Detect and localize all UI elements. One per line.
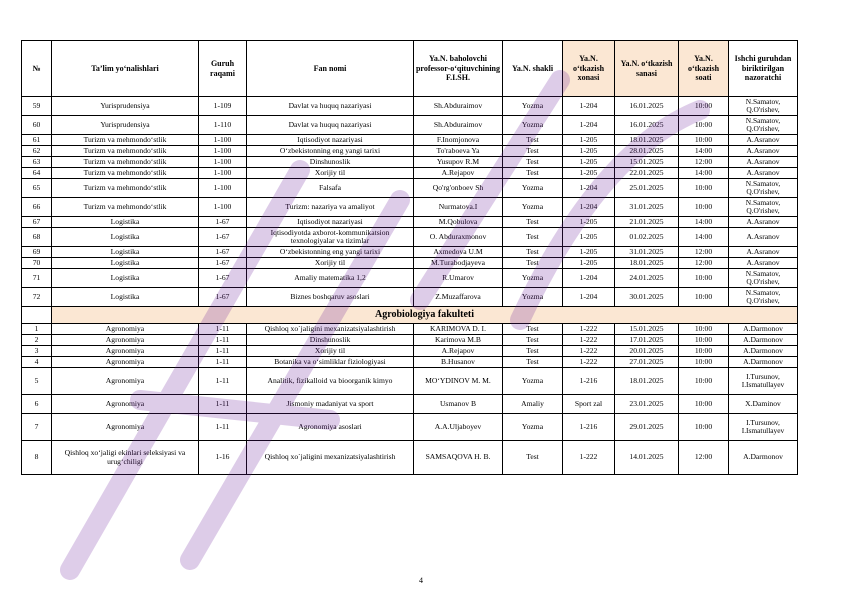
header-room: Ya.N. o‘tkazish xonasi — [563, 41, 615, 97]
cell-row-num: 4 — [22, 357, 52, 368]
cell-teacher: Z.Muzaffarova — [414, 288, 503, 307]
cell-date: 18.01.2025 — [615, 368, 679, 395]
cell-room: 1-205 — [563, 146, 615, 157]
cell-exam-form: Test — [503, 324, 563, 335]
cell-group: 1-11 — [199, 335, 247, 346]
cell-exam-form: Test — [503, 346, 563, 357]
cell-direction: Turizm va mehmondo‘stlik — [52, 168, 199, 179]
cell-teacher: To'raboeva Ya — [414, 146, 503, 157]
cell-teacher: KARIMOVA D. I. — [414, 324, 503, 335]
cell-exam-form: Yozma — [503, 179, 563, 198]
cell-exam-form: Test — [503, 247, 563, 258]
cell-date: 21.01.2025 — [615, 217, 679, 228]
cell-group: 1-100 — [199, 157, 247, 168]
table-body — [22, 97, 798, 475]
cell-exam-form: Yozma — [503, 288, 563, 307]
cell-group: 1-11 — [199, 414, 247, 441]
cell-direction: Logistika — [52, 258, 199, 269]
exam-schedule-table — [21, 40, 798, 475]
cell-time: 14:00 — [679, 168, 729, 179]
cell-subject: Xorijiy til — [247, 168, 414, 179]
section-row — [22, 307, 798, 324]
cell-supervisor: A.Asranov — [729, 247, 798, 258]
cell-subject: Iqtisodiyot nazariyasi — [247, 135, 414, 146]
cell-date: 17.01.2025 — [615, 335, 679, 346]
cell-date: 27.01.2025 — [615, 357, 679, 368]
cell-date: 16.01.2025 — [615, 97, 679, 116]
cell-date: 01.02.2025 — [615, 228, 679, 247]
table-row — [22, 217, 798, 228]
cell-time: 10:00 — [679, 346, 729, 357]
cell-row-num: 8 — [22, 441, 52, 475]
cell-teacher: Axmedova U.M — [414, 247, 503, 258]
table-row — [22, 198, 798, 217]
cell-row-num: 3 — [22, 346, 52, 357]
cell-direction: Agronomiya — [52, 346, 199, 357]
cell-time: 10:00 — [679, 368, 729, 395]
table-row — [22, 258, 798, 269]
cell-supervisor: A.Darmonov — [729, 346, 798, 357]
cell-supervisor: N.Samatov, Q.O'rishev, — [729, 288, 798, 307]
cell-supervisor: N.Samatov, Q.O'rishev, — [729, 198, 798, 217]
cell-room: 1-204 — [563, 269, 615, 288]
cell-time: 10:00 — [679, 135, 729, 146]
cell-exam-form: Yozma — [503, 269, 563, 288]
cell-exam-form: Yozma — [503, 97, 563, 116]
cell-room: 1-205 — [563, 157, 615, 168]
cell-subject: Iqtisodiyotda axborot-kommunikatsion texnologiyalar va tizimlar — [247, 228, 414, 247]
cell-subject: Qishloq xo`jaligini mexanizatsiyalashtirish — [247, 441, 414, 475]
cell-group: 1-67 — [199, 269, 247, 288]
cell-group: 1-67 — [199, 217, 247, 228]
cell-supervisor: I.Tursunov, I.Ismatullayev — [729, 414, 798, 441]
cell-supervisor: A.Asranov — [729, 217, 798, 228]
table-row — [22, 395, 798, 414]
cell-group: 1-100 — [199, 146, 247, 157]
cell-group: 1-11 — [199, 324, 247, 335]
cell-group: 1-67 — [199, 247, 247, 258]
cell-teacher: Sh.Abduraimov — [414, 97, 503, 116]
cell-supervisor: A.Darmonov — [729, 441, 798, 475]
cell-teacher: Usmanov B — [414, 395, 503, 414]
cell-room: 1-205 — [563, 217, 615, 228]
cell-date: 18.01.2025 — [615, 258, 679, 269]
cell-exam-form: Yozma — [503, 116, 563, 135]
cell-row-num: 6 — [22, 395, 52, 414]
cell-direction: Yurisprudensiya — [52, 116, 199, 135]
cell-time: 14:00 — [679, 228, 729, 247]
cell-teacher: O. Abduraxmonov — [414, 228, 503, 247]
cell-direction: Turizm va mehmondo‘stlik — [52, 179, 199, 198]
cell-date: 14.01.2025 — [615, 441, 679, 475]
header-row — [22, 41, 798, 97]
cell-room: 1-204 — [563, 198, 615, 217]
cell-subject: Dinshunoslik — [247, 335, 414, 346]
cell-date: 22.01.2025 — [615, 168, 679, 179]
cell-row-num: 2 — [22, 335, 52, 346]
header-direction: Ta’lim yo‘nalishlari — [52, 41, 199, 97]
cell-teacher: M.Qobulova — [414, 217, 503, 228]
cell-room: Sport zal — [563, 395, 615, 414]
cell-direction: Qishloq xo‘jaligi ekinlari seleksiyasi va urug‘chiligi — [52, 441, 199, 475]
cell-date: 29.01.2025 — [615, 414, 679, 441]
cell-teacher: Qo'rg'onboev Sh — [414, 179, 503, 198]
cell-room: 1-205 — [563, 247, 615, 258]
cell-teacher: A.Rejapov — [414, 168, 503, 179]
cell-direction: Agronomiya — [52, 395, 199, 414]
cell-group: 1-100 — [199, 168, 247, 179]
cell-date: 31.01.2025 — [615, 198, 679, 217]
cell-group: 1-11 — [199, 346, 247, 357]
cell-room: 1-222 — [563, 335, 615, 346]
cell-exam-form: Test — [503, 157, 563, 168]
cell-time: 14:00 — [679, 217, 729, 228]
table-row — [22, 135, 798, 146]
table-row — [22, 288, 798, 307]
cell-teacher: F.Inomjonova — [414, 135, 503, 146]
cell-exam-form: Test — [503, 168, 563, 179]
cell-room: 1-204 — [563, 116, 615, 135]
cell-subject: O‘zbekistonning eng yangi tarixi — [247, 146, 414, 157]
cell-subject: Botanika va o‘simliklar fiziologiyasi — [247, 357, 414, 368]
cell-time: 10:00 — [679, 97, 729, 116]
cell-time: 10:00 — [679, 198, 729, 217]
section-num-cell — [22, 307, 52, 324]
cell-subject: Xorijiy til — [247, 346, 414, 357]
table-row — [22, 368, 798, 395]
cell-supervisor: N.Samatov, Q.O'rishev, — [729, 179, 798, 198]
cell-exam-form: Test — [503, 146, 563, 157]
cell-subject: Davlat va huquq nazariyasi — [247, 97, 414, 116]
cell-supervisor: N.Samatov, Q.O'rishev, — [729, 269, 798, 288]
cell-date: 15.01.2025 — [615, 324, 679, 335]
cell-room: 1-205 — [563, 135, 615, 146]
cell-date: 18.01.2025 — [615, 135, 679, 146]
cell-time: 10:00 — [679, 269, 729, 288]
cell-direction: Logistika — [52, 269, 199, 288]
cell-exam-form: Yozma — [503, 368, 563, 395]
table-row — [22, 335, 798, 346]
cell-group: 1-67 — [199, 288, 247, 307]
cell-row-num: 5 — [22, 368, 52, 395]
cell-exam-form: Test — [503, 228, 563, 247]
cell-subject: Qishloq xo`jaligini mexanizatsiyalashtirish — [247, 324, 414, 335]
cell-direction: Agronomiya — [52, 414, 199, 441]
cell-supervisor: A.Darmonov — [729, 335, 798, 346]
cell-subject: Iqtisodiyot nazariyasi — [247, 217, 414, 228]
header-form: Ya.N. shakli — [503, 41, 563, 97]
cell-room: 1-204 — [563, 288, 615, 307]
cell-direction: Turizm va mehmondo‘stlik — [52, 157, 199, 168]
cell-supervisor: A.Asranov — [729, 157, 798, 168]
cell-row-num: 63 — [22, 157, 52, 168]
cell-teacher: M.Turabodjayeva — [414, 258, 503, 269]
table-row — [22, 228, 798, 247]
cell-group: 1-11 — [199, 395, 247, 414]
cell-time: 12:00 — [679, 157, 729, 168]
cell-direction: Yurisprudensiya — [52, 97, 199, 116]
cell-date: 16.01.2025 — [615, 116, 679, 135]
cell-group: 1-67 — [199, 258, 247, 269]
cell-group: 1-67 — [199, 228, 247, 247]
cell-direction: Turizm va mehmondo‘stlik — [52, 146, 199, 157]
cell-row-num: 65 — [22, 179, 52, 198]
cell-supervisor: A.Asranov — [729, 228, 798, 247]
cell-direction: Logistika — [52, 217, 199, 228]
cell-teacher: Yusupov R.M — [414, 157, 503, 168]
cell-time: 12:00 — [679, 247, 729, 258]
cell-teacher: MO‘YDINOV M. M. — [414, 368, 503, 395]
cell-group: 1-100 — [199, 198, 247, 217]
cell-row-num: 62 — [22, 146, 52, 157]
cell-subject: Amaliy matematika 1,2 — [247, 269, 414, 288]
cell-supervisor: X.Daminov — [729, 395, 798, 414]
cell-subject: Analitik, fizikalloid va bioorganik kimyo — [247, 368, 414, 395]
cell-subject: Agronomiya asoslari — [247, 414, 414, 441]
table-row — [22, 168, 798, 179]
cell-room: 1-222 — [563, 357, 615, 368]
page-number: 4 — [419, 576, 423, 585]
cell-row-num: 71 — [22, 269, 52, 288]
header-supervisor: Ishchi guruhdan biriktirilgan nazoratchi — [729, 41, 798, 97]
header-group: Guruh raqami — [199, 41, 247, 97]
table-row — [22, 97, 798, 116]
cell-row-num: 64 — [22, 168, 52, 179]
cell-teacher: B.Husanov — [414, 357, 503, 368]
cell-date: 24.01.2025 — [615, 269, 679, 288]
table-row — [22, 247, 798, 258]
cell-row-num: 67 — [22, 217, 52, 228]
cell-exam-form: Test — [503, 441, 563, 475]
table-row — [22, 441, 798, 475]
cell-subject: Xorijiy til — [247, 258, 414, 269]
cell-direction: Agronomiya — [52, 324, 199, 335]
cell-supervisor: A.Asranov — [729, 258, 798, 269]
cell-subject: Jismoniy madaniyat va sport — [247, 395, 414, 414]
cell-row-num: 1 — [22, 324, 52, 335]
table-row — [22, 157, 798, 168]
cell-date: 15.01.2025 — [615, 157, 679, 168]
cell-subject: Dinshunoslik — [247, 157, 414, 168]
cell-date: 31.01.2025 — [615, 247, 679, 258]
cell-time: 10:00 — [679, 335, 729, 346]
cell-direction: Turizm va mehmondo‘stlik — [52, 135, 199, 146]
cell-room: 1-204 — [563, 97, 615, 116]
section-title: Agrobiologiya fakulteti — [52, 307, 798, 324]
cell-time: 10:00 — [679, 288, 729, 307]
cell-date: 25.01.2025 — [615, 179, 679, 198]
cell-exam-form: Test — [503, 217, 563, 228]
cell-subject: Turizm: nazariya va amaliyot — [247, 198, 414, 217]
cell-time: 10:00 — [679, 179, 729, 198]
cell-group: 1-11 — [199, 357, 247, 368]
cell-time: 10:00 — [679, 324, 729, 335]
cell-room: 1-204 — [563, 179, 615, 198]
cell-exam-form: Yozma — [503, 198, 563, 217]
cell-room: 1-222 — [563, 346, 615, 357]
cell-direction: Agronomiya — [52, 368, 199, 395]
cell-room: 1-205 — [563, 258, 615, 269]
cell-row-num: 66 — [22, 198, 52, 217]
cell-time: 12:00 — [679, 441, 729, 475]
table-row — [22, 179, 798, 198]
cell-teacher: Sh.Abduraimov — [414, 116, 503, 135]
cell-row-num: 61 — [22, 135, 52, 146]
cell-subject: Davlat va huquq nazariyasi — [247, 116, 414, 135]
cell-direction: Turizm va mehmondo‘stlik — [52, 198, 199, 217]
cell-teacher: Nurmatova.I — [414, 198, 503, 217]
cell-row-num: 7 — [22, 414, 52, 441]
cell-direction: Logistika — [52, 228, 199, 247]
cell-teacher: SAMSAQOVA H. B. — [414, 441, 503, 475]
cell-date: 20.01.2025 — [615, 346, 679, 357]
cell-time: 14:00 — [679, 146, 729, 157]
cell-group: 1-110 — [199, 116, 247, 135]
cell-exam-form: Test — [503, 135, 563, 146]
cell-date: 30.01.2025 — [615, 288, 679, 307]
cell-subject: Biznes boshqaruv asoslari — [247, 288, 414, 307]
header-num: № — [22, 41, 52, 97]
cell-room: 1-205 — [563, 168, 615, 179]
cell-supervisor: N.Samatov, Q.O'rishev, — [729, 97, 798, 116]
cell-supervisor: A.Asranov — [729, 146, 798, 157]
cell-teacher: R.Umarov — [414, 269, 503, 288]
cell-row-num: 59 — [22, 97, 52, 116]
cell-row-num: 60 — [22, 116, 52, 135]
cell-exam-form: Amaliy — [503, 395, 563, 414]
cell-group: 1-11 — [199, 368, 247, 395]
cell-date: 28.01.2025 — [615, 146, 679, 157]
cell-supervisor: A.Darmonov — [729, 357, 798, 368]
cell-row-num: 68 — [22, 228, 52, 247]
cell-supervisor: A.Darmonov — [729, 324, 798, 335]
table-row — [22, 357, 798, 368]
cell-row-num: 69 — [22, 247, 52, 258]
cell-supervisor: N.Samatov, Q.O'rishev, — [729, 116, 798, 135]
header-date: Ya.N. o‘tkazish sanasi — [615, 41, 679, 97]
cell-time: 12:00 — [679, 258, 729, 269]
cell-date: 23.01.2025 — [615, 395, 679, 414]
cell-direction: Agronomiya — [52, 357, 199, 368]
cell-room: 1-205 — [563, 228, 615, 247]
cell-group: 1-100 — [199, 179, 247, 198]
cell-room: 1-222 — [563, 441, 615, 475]
cell-direction: Logistika — [52, 247, 199, 258]
cell-room: 1-216 — [563, 368, 615, 395]
cell-supervisor: I.Tursunov, I.Ismatullayev — [729, 368, 798, 395]
header-time: Ya.N. o‘tkazish soati — [679, 41, 729, 97]
cell-group: 1-109 — [199, 97, 247, 116]
header-teacher: Ya.N. baholovchi professor-o‘qituvchining F.I.SH. — [414, 41, 503, 97]
cell-exam-form: Test — [503, 335, 563, 346]
cell-exam-form: Yozma — [503, 414, 563, 441]
cell-group: 1-16 — [199, 441, 247, 475]
cell-time: 10:00 — [679, 357, 729, 368]
cell-direction: Agronomiya — [52, 335, 199, 346]
cell-teacher: A.A.Uljaboyev — [414, 414, 503, 441]
cell-supervisor: A.Asranov — [729, 135, 798, 146]
cell-direction: Logistika — [52, 288, 199, 307]
cell-subject: Falsafa — [247, 179, 414, 198]
table-row — [22, 116, 798, 135]
cell-row-num: 70 — [22, 258, 52, 269]
table-row — [22, 324, 798, 335]
cell-supervisor: A.Asranov — [729, 168, 798, 179]
table-row — [22, 346, 798, 357]
header-subject: Fan nomi — [247, 41, 414, 97]
cell-time: 10:00 — [679, 395, 729, 414]
table-row — [22, 269, 798, 288]
cell-room: 1-222 — [563, 324, 615, 335]
table-row — [22, 146, 798, 157]
cell-time: 10:00 — [679, 414, 729, 441]
cell-exam-form: Test — [503, 258, 563, 269]
cell-time: 10:00 — [679, 116, 729, 135]
cell-group: 1-100 — [199, 135, 247, 146]
cell-row-num: 72 — [22, 288, 52, 307]
cell-teacher: Karimova M.B — [414, 335, 503, 346]
cell-subject: O‘zbekistonning eng yangi tarixi — [247, 247, 414, 258]
cell-exam-form: Test — [503, 357, 563, 368]
table-row — [22, 414, 798, 441]
cell-room: 1-216 — [563, 414, 615, 441]
cell-teacher: A.Rejapov — [414, 346, 503, 357]
